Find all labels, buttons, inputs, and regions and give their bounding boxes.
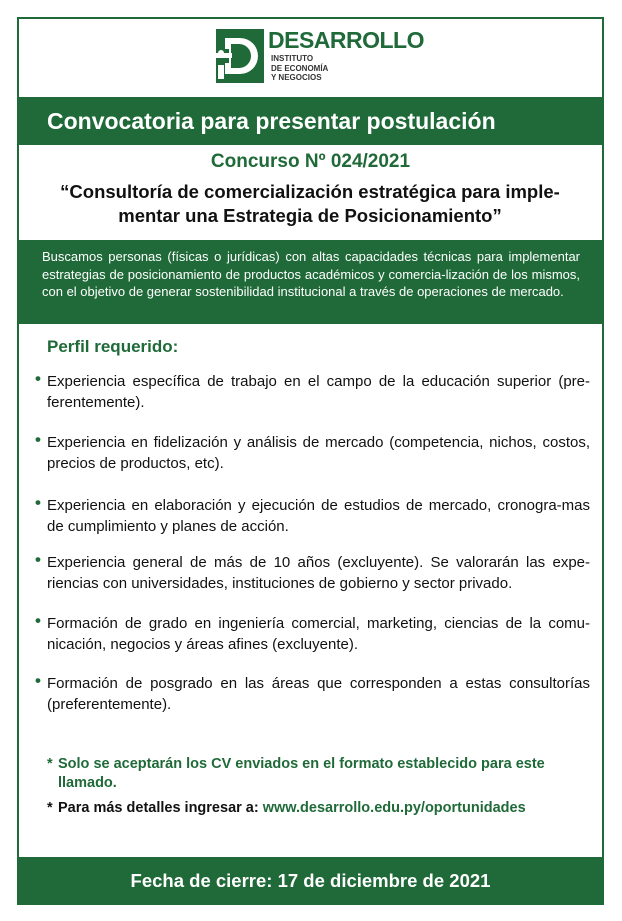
profile-heading: Perfil requerido: xyxy=(47,337,179,356)
details-label: Para más detalles ingresar a: xyxy=(58,800,259,816)
bullet-icon: • xyxy=(35,671,41,690)
brand-name: DESARROLLO xyxy=(268,27,424,53)
description-band xyxy=(19,240,602,324)
requirement-item xyxy=(35,613,590,655)
brand-logo xyxy=(216,27,424,83)
requirement-text: Formación de posgrado en las áreas que corresponden a estas consultorías (preferentemente). xyxy=(47,675,590,713)
asterisk-icon: * xyxy=(47,756,53,772)
desarrollo-logo-icon xyxy=(216,29,264,83)
requirement-item xyxy=(35,495,590,537)
requirement-item xyxy=(35,552,590,594)
requirement-text: Experiencia general de más de 10 años (excluyente). Se valorarán las expe-riencias con universidades, instituciones de gobierno y sector privado. xyxy=(47,554,590,592)
bullet-icon: • xyxy=(35,430,41,449)
details-note xyxy=(47,799,587,818)
contest-subject xyxy=(30,180,590,228)
bullet-icon: • xyxy=(35,493,41,512)
cv-note-text: Solo se aceptarán los CV enviados en el formato establecido para este llamado. xyxy=(58,756,545,791)
contest-number: Concurso Nº 024/2021 xyxy=(210,151,411,172)
requirement-text: Experiencia en elaboración y ejecución de estudios de mercado, cronogra-mas de cumplimiento y planes de acción. xyxy=(47,497,590,535)
requirement-text: Experiencia específica de trabajo en el campo de la educación superior (pre-ferentemente). xyxy=(47,373,590,411)
contest-subject-line: “Consultoría de comercialización estratégica para imple- xyxy=(60,181,560,202)
requirement-item xyxy=(35,371,590,413)
brand-subtitle-line: INSTITUTO xyxy=(271,54,314,63)
bullet-icon: • xyxy=(35,369,41,388)
asterisk-icon: * xyxy=(47,800,53,816)
description-text: Buscamos personas (físicas o jurídicas) con altas capacidades técnicas para implementar estrategias de posicionamiento de productos académicos y comercia-lización de los mismos, con el objetivo de generar sostenibilidad institucional a través de operaciones de mercado. xyxy=(42,249,580,299)
requirement-item xyxy=(35,432,590,474)
bullet-icon: • xyxy=(35,611,41,630)
brand-subtitle-line: DE ECONOMÍA xyxy=(271,63,329,73)
page-title: Convocatoria para presentar postulación xyxy=(19,97,602,145)
requirement-text: Experiencia en fidelización y análisis de mercado (competencia, nichos, costos, precios de productos, etc). xyxy=(47,434,590,472)
contest-subject-line: mentar una Estrategia de Posicionamiento” xyxy=(118,205,502,226)
brand-subtitle-line: Y NEGOCIOS xyxy=(271,73,322,82)
brand-subtitle xyxy=(271,54,328,83)
bullet-icon: • xyxy=(35,550,41,569)
closing-date: Fecha de cierre: 17 de diciembre de 2021 xyxy=(19,857,602,905)
requirement-item xyxy=(35,673,590,715)
requirement-text: Formación de grado en ingeniería comercial, marketing, ciencias de la comu-nicación, negocios y áreas afines (excluyente). xyxy=(47,615,590,653)
cv-format-note xyxy=(47,755,567,793)
details-link[interactable]: www.desarrollo.edu.py/oportunidades xyxy=(262,800,526,816)
